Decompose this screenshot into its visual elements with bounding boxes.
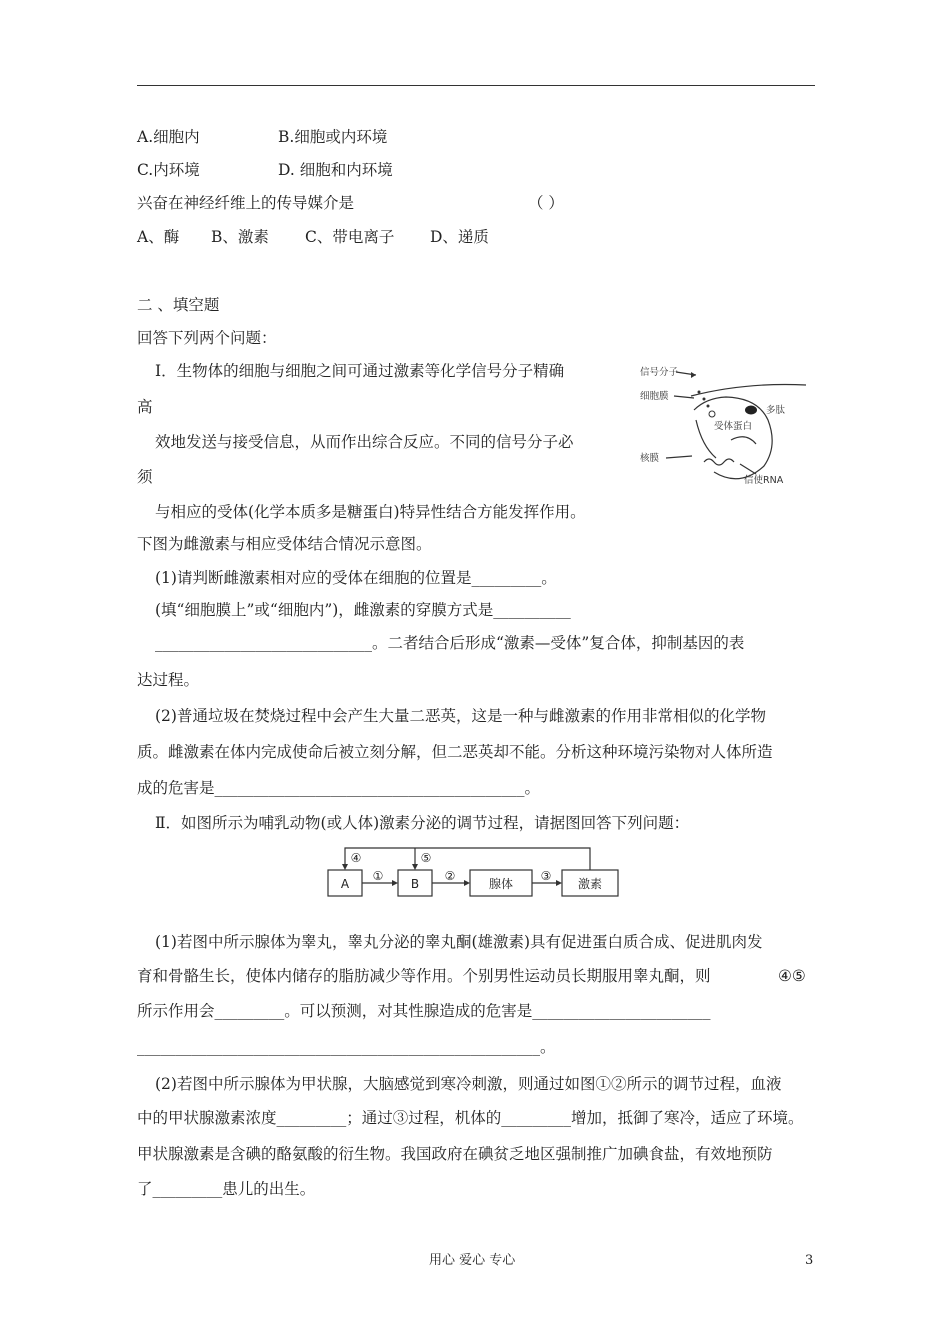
part1-q2-line3: 成的危害是________________________________________。 [137, 779, 541, 797]
signal-dot-2 [703, 398, 706, 401]
membrane-pointer-line [674, 396, 694, 398]
page-number: 3 [805, 1253, 814, 1268]
nuclear-membrane-pointer [666, 456, 692, 458]
label-signal: 信号分子 [640, 367, 679, 378]
part1-q1-line3: ____________________________。二者结合后形成“激素—受体”复合体，抑制基因的表 [155, 634, 745, 652]
part2-q1-line2-tail: ④⑤ [778, 967, 806, 985]
part2-q2-line3: 甲状腺激素是含碘的酪氨酸的衍生物。我国政府在碘贫乏地区强制推广加碘食盐，有效地预防 [137, 1145, 773, 1163]
part1-q2-line2: 质。雌激素在体内完成使命后被立刻分解，但二恶英却不能。分析这种环境污染物对人体所造 [137, 743, 773, 761]
step-2-label: ② [444, 869, 456, 883]
part2-q1-line2: 育和骨骼生长，使体内储存的脂肪减少等作用。个别男性运动员长期服用睾丸酮，则 [137, 967, 711, 985]
label-mrna: 信使RNA [744, 475, 784, 486]
part1-line1: Ⅰ．生物体的细胞与细胞之间可通过激素等化学信号分子精确 [155, 362, 565, 380]
receptor-diagram [636, 362, 811, 492]
cell-membrane-line [691, 384, 806, 396]
answer-paren: （ ） [528, 194, 564, 212]
question-stem: 兴奋在神经纤维上的传导媒介是 [137, 194, 355, 212]
part1-q2-line1: (2)普通垃圾在焚烧过程中会产生大量二恶英，这是一种与雌激素的作用非常相似的化学物 [155, 707, 766, 725]
option-c: C、带电离子 [305, 228, 395, 246]
part1-line5: 与相应的受体(化学本质多是糖蛋白)特异性结合方能发挥作用。 [155, 503, 586, 521]
part1-q1-line4: 达过程。 [137, 671, 200, 689]
label-nuclear-membrane: 核膜 [640, 453, 660, 464]
nucleus-outline [694, 397, 772, 479]
box-hormone-label: 激素 [577, 877, 603, 891]
box-gland-label: 腺体 [488, 877, 514, 891]
option-d-prev: D. 细胞和内环境 [278, 161, 393, 179]
label-receptor: 受体蛋白 [714, 421, 753, 432]
receptor-arc [731, 437, 756, 444]
arrowhead-3 [556, 880, 562, 886]
part2-q1-line1: (1)若图中所示腺体为睾丸，睾丸分泌的睾丸酮(雄激素)具有促进蛋白质合成、促进肌肉发 [155, 933, 763, 951]
header-rule [137, 85, 815, 86]
part1-line2: 高 [137, 398, 153, 416]
box-b-label: B [410, 877, 420, 891]
part1-line4: 须 [137, 468, 153, 486]
signal-arrowhead [691, 372, 696, 378]
signal-dot-1 [698, 391, 701, 394]
part2-line1: Ⅱ．如图所示为哺乳动物(或人体)激素分泌的调节过程，请据图回答下列问题： [155, 814, 690, 832]
feedback-4-line [345, 848, 590, 870]
part2-q2-line2: 中的甲状腺激素浓度_________；通过③过程，机体的_________增加，抵御了寒冷，适应了环境。 [137, 1109, 804, 1127]
arrowhead-2 [464, 880, 470, 886]
receptor-site [709, 411, 715, 417]
mrna-pointer [740, 464, 756, 474]
step-3-label: ③ [540, 869, 552, 883]
option-c-prev: C.内环境 [137, 161, 200, 179]
step-5-label: ⑤ [420, 851, 432, 865]
option-a-prev: A.细胞内 [137, 128, 200, 146]
step-4-label: ④ [350, 851, 362, 865]
part2-q1-line4: ____________________________________________________。 [137, 1038, 556, 1056]
option-b: B、激素 [211, 228, 269, 246]
section-heading: 二 、填空题 [137, 296, 220, 314]
option-b-prev: B.细胞或内环境 [278, 128, 388, 146]
mrna-wave [704, 459, 734, 465]
label-polypeptide: 多肽 [766, 405, 786, 416]
label-membrane: 细胞膜 [640, 391, 669, 402]
part1-q1-line2: (填“细胞膜上”或“细胞内”)，雌激素的穿膜方式是__________ [155, 601, 571, 619]
part1-line3: 效地发送与接受信息，从而作出综合反应。不同的信号分子必 [155, 433, 574, 451]
option-d: D、递质 [430, 228, 489, 246]
polypeptide-blob [745, 406, 757, 415]
part1-q1-line1: (1)请判断雌激素相对应的受体在细胞的位置是_________。 [155, 569, 557, 587]
box-a-label: A [340, 877, 350, 891]
arrowhead-1 [392, 880, 398, 886]
part2-q1-line3: 所示作用会_________。可以预测，对其性腺造成的危害是_______________________ [137, 1002, 711, 1020]
part2-q2-line1: (2)若图中所示腺体为甲状腺，大脑感觉到寒冷刺激，则通过如图①②所示的调节过程，血液 [155, 1075, 782, 1093]
inner-membrane-curve [696, 420, 716, 458]
part2-q2-line4: 了_________患儿的出生。 [137, 1180, 316, 1198]
part1-line6: 下图为雌激素与相应受体结合情况示意图。 [137, 535, 432, 553]
arrowhead-5 [412, 864, 418, 870]
footer-motto: 用心 爱心 专心 [429, 1253, 516, 1268]
step-1-label: ① [372, 869, 384, 883]
signal-dot-3 [707, 405, 710, 408]
arrowhead-4 [342, 864, 348, 870]
hormone-flow-diagram [318, 840, 628, 902]
option-a: A、酶 [137, 228, 180, 246]
section-intro: 回答下列两个问题： [137, 329, 277, 347]
